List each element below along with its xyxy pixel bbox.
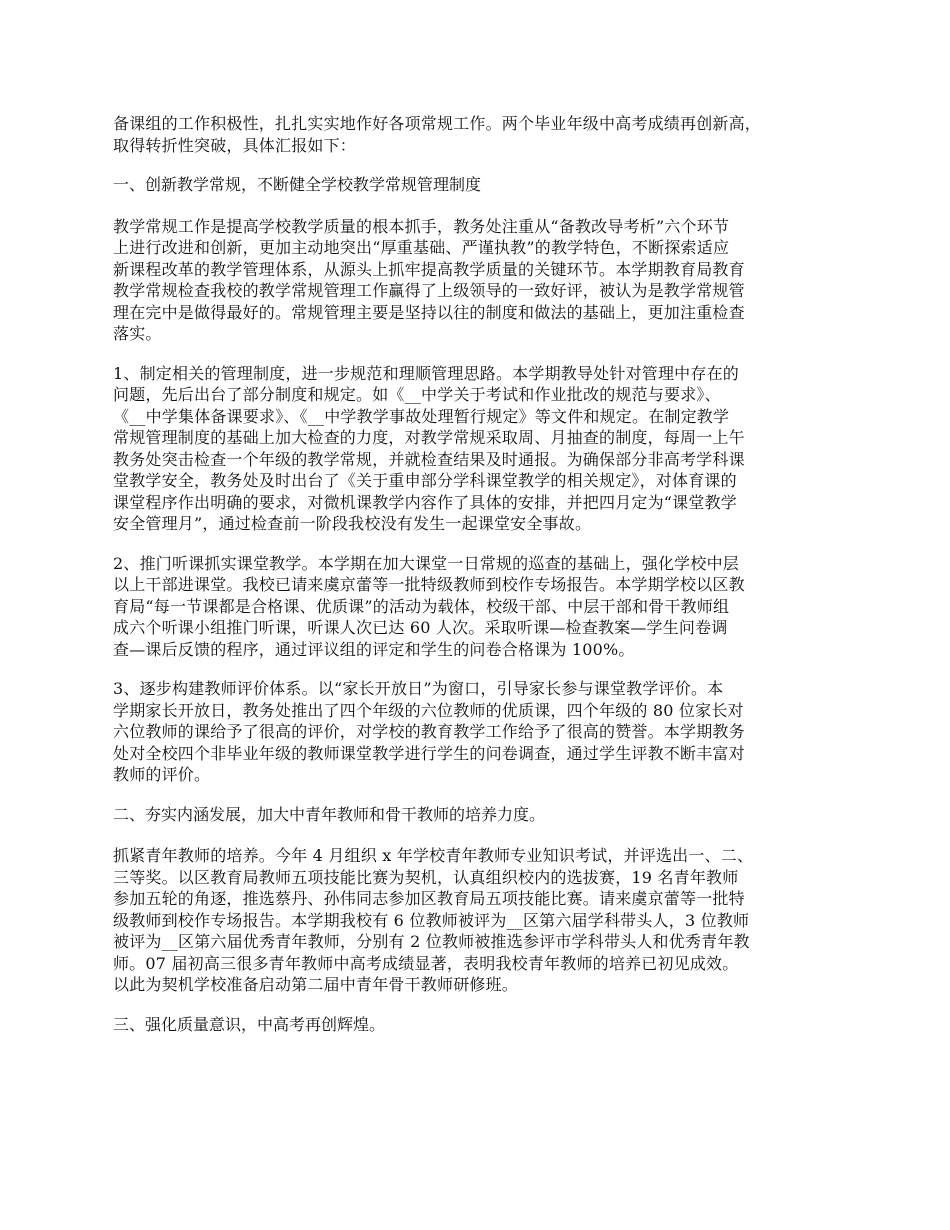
text-line: 教师的评价。 — [113, 765, 211, 784]
text-line: 级教师到校作专场报告。本学期我校有 6 位教师被评为__区第六届学科带头人，3 位教师 — [113, 910, 750, 930]
text-line: 安全管理月”，通过检查前一阶段我校没有发生一起课堂安全事故。 — [113, 514, 592, 533]
text-line: 理在完中是做得最好的。常规管理主要是坚持以往的制度和做法的基础上，更加注重检查 — [113, 302, 745, 322]
item-3-paragraph — [113, 678, 853, 786]
text-line: 新课程改革的教学管理体系，从源头上抓牢提高教学质量的关键环节。本学期教育局教育 — [113, 259, 745, 279]
text-line: 育局“每一节课都是合格课、优质课”的活动为载体，校级干部、中层干部和骨干教师组 — [113, 596, 730, 616]
text-line: 三等奖。以区教育局教师五项技能比赛为契机，认真组织校内的选拔赛，19 名青年教师 — [113, 867, 739, 887]
text-line: 师。07 届初高三很多青年教师中高考成绩显著，表明我校青年教师的培养已初见成效。 — [113, 953, 739, 973]
routine-overview-paragraph — [113, 216, 853, 345]
text-line: 上进行改进和创新，更加主动地突出“厚重基础、严谨执教”的教学特色，不断探索适应 — [113, 238, 730, 257]
text-line: 教学常规工作是提高学校教学质量的根本抓手，教务处注重从“备教改导考析”六个环节 — [113, 216, 730, 236]
text-line: 1、制定相关的管理制度，进一步规范和理顺管理思路。本学期教导处针对管理中存在的 — [113, 363, 739, 383]
section-heading-3 — [113, 1014, 853, 1036]
text-line: 以上干部进课堂。我校已请来虞京蕾等一批特级教师到校作专场报告。本学期学校以区教 — [113, 575, 745, 594]
text-line: 取得转折性突破，具体汇报如下： — [113, 135, 357, 155]
text-line: 处对全校四个非毕业年级的教师课堂教学进行学生的问卷调查，通过学生评教不断丰富对 — [113, 743, 745, 763]
text-line: 成六个听课小组推门听课，听课人次已达 60 人次。采取听课—检查教案—学生问卷调 — [113, 618, 728, 637]
text-line: 查—课后反馈的程序，通过评议组的评定和学生的问卷合格课为 100%。 — [113, 639, 635, 659]
text-line: 落实。 — [113, 324, 162, 343]
text-line: 抓紧青年教师的培养。今年 4 月组织 x 年学校青年教师专业知识考试，并评选出一、二、 — [113, 846, 754, 865]
text-line: 参加五轮的角逐，推选蔡丹、孙伟同志参加区教育局五项技能比赛。请来虞京蕾等一批特 — [113, 889, 745, 908]
text-line: 学期家长开放日，教务处推出了四个年级的六位教师的优质课，四个年级的 80 位家长对 — [113, 700, 744, 720]
document-page — [113, 113, 853, 1055]
text-line: 2、推门听课抓实课堂教学。本学期在加大课堂一日常规的巡查的基础上，强化学校中层 — [113, 553, 739, 573]
text-line: 堂教学安全，教务处及时出台了《关于重申部分学科课堂教学的相关规定》，对体育课的 — [113, 471, 737, 490]
text-line: 教学常规检查我校的教学常规管理工作赢得了上级领导的一致好评，被认为是教学常规管 — [113, 281, 745, 300]
text-line: 备课组的工作积极性，扎扎实实地作好各项常规工作。两个毕业年级中高考成绩再创新高， — [113, 114, 762, 133]
heading-text: 二、夯实内涵发展，加大中青年教师和骨干教师的培养力度。 — [113, 804, 546, 824]
section-heading-1 — [113, 174, 853, 196]
text-line: 被评为__区第六届优秀青年教师，分别有 2 位教师被推选参评市学科带头人和优秀青年教 — [113, 932, 750, 951]
text-line: 3、逐步构建教师评价体系。以“家长开放日”为窗口，引导家长参与课堂教学评价。本 — [113, 679, 724, 698]
heading-text: 三、强化质量意识，中高考再创辉煌。 — [113, 1014, 386, 1034]
text-line: 教务处突击检查一个年级的教学常规，并就检查结果及时通报。为确保部分非高考学科课 — [113, 449, 745, 469]
heading-text: 一、创新教学常规，不断健全学校教学常规管理制度 — [113, 175, 482, 194]
intro-paragraph — [113, 113, 853, 156]
text-line: 以此为契机学校准备启动第二届中青年骨干教师研修班。 — [113, 975, 519, 994]
text-line: 六位教师的课给予了很高的评价，对学校的教育教学工作给予了很高的赞誉。本学期教务 — [113, 722, 745, 741]
text-line: 常规管理制度的基础上加大检查的力度，对教学常规采取周、月抽查的制度，每周一上午 — [113, 428, 745, 447]
item-2-paragraph — [113, 553, 853, 661]
text-line: 课堂程序作出明确的要求，对微机课教学内容作了具体的安排，并把四月定为“课堂教学 — [113, 492, 737, 512]
text-line: 《__中学集体备课要求》、《__中学教学事故处理暂行规定》等文件和规定。在制定教学 — [113, 406, 730, 426]
text-line: 问题，先后出台了部分制度和规定。如《__中学关于考试和作业批改的规范与要求》、 — [113, 385, 721, 404]
item-1-paragraph — [113, 363, 853, 535]
young-teachers-paragraph — [113, 845, 853, 996]
section-heading-2 — [113, 804, 853, 826]
